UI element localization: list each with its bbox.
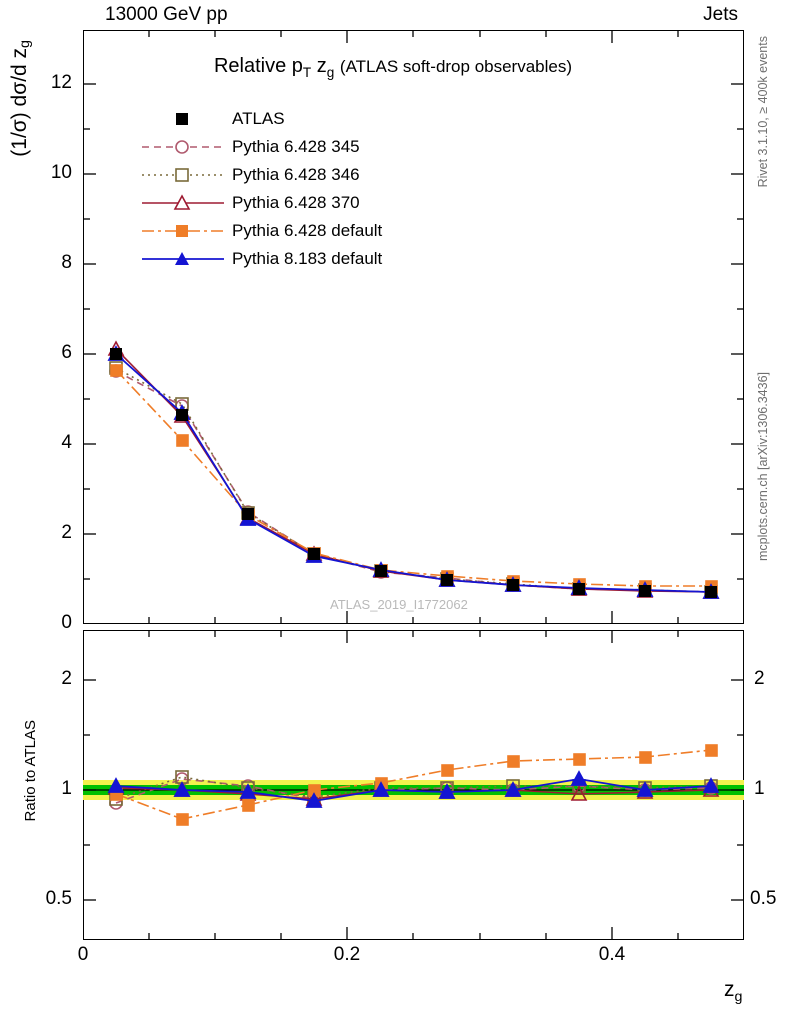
legend-item-pythia-345: [140, 133, 382, 161]
x-tick-0: 0: [77, 944, 89, 965]
legend-label-atlas: ATLAS: [232, 109, 285, 128]
plot-title: Relative $p_T$ $z_g$ (ATLAS soft-drop observables): [213, 55, 573, 80]
legend-item-pythia-346: [140, 161, 382, 189]
legend: [140, 105, 382, 273]
ratio-y-tick-1-left: 1: [61, 778, 72, 799]
legend-marker-square-open-olive: [140, 161, 226, 189]
legend-label-pythia6-default: Pythia 6.428 default: [232, 221, 383, 240]
series-atlas: [110, 348, 717, 598]
ratio-y-axis-label: Ratio to ATLAS: [22, 720, 39, 822]
mcplots-source-label: mcplots.cern.ch [arXiv:1306.3436]: [756, 372, 770, 561]
legend-label-pythia-370: Pythia 6.428 370: [232, 193, 360, 212]
main-y-axis-label: (1/σ) dσ/d $z_g$: [8, 40, 33, 157]
y-tick-8: 8: [61, 252, 72, 273]
legend-item-pythia8-default: [140, 245, 382, 273]
legend-label-pythia8-default: Pythia 8.183 default: [232, 249, 383, 268]
x-tick-04: 0.4: [598, 944, 626, 965]
rivet-events-label: Rivet 3.1.10, ≥ 400k events: [756, 36, 770, 188]
legend-item-pythia-370: [140, 189, 382, 217]
ratio-y-tick-2-right: 2: [754, 668, 765, 689]
legend-marker-square-filled-orange: [140, 217, 226, 245]
series-pythia-370: [109, 342, 718, 598]
series-pythia6-default: [111, 365, 717, 592]
y-tick-0: 0: [61, 612, 72, 633]
series-pythia8-default: [109, 347, 718, 598]
header-process-label: Jets: [703, 4, 738, 25]
analysis-watermark: ATLAS_2019_I1772062: [330, 597, 468, 612]
legend-label-pythia-346: Pythia 6.428 346: [232, 165, 360, 184]
x-tick-02: 0.2: [333, 944, 361, 965]
ratio-y-tick-05-right: 0.5: [750, 888, 777, 909]
ratio-y-tick-2-left: 2: [61, 668, 72, 689]
x-axis-label: $z_g$: [724, 978, 743, 1005]
legend-item-atlas: [140, 105, 382, 133]
legend-marker-circle-open-mauve: [140, 133, 226, 161]
y-tick-6: 6: [61, 342, 72, 363]
legend-marker-triangle-filled-blue: [140, 245, 226, 273]
y-tick-12: 12: [50, 72, 72, 93]
y-tick-4: 4: [61, 432, 72, 453]
series-pythia-345: [110, 365, 717, 598]
ratio-y-tick-1-right: 1: [754, 778, 765, 799]
legend-item-pythia6-default: [140, 217, 382, 245]
series-pythia-346: [110, 362, 717, 598]
y-tick-2: 2: [61, 522, 72, 543]
ratio-plot-canvas: [83, 630, 744, 940]
legend-label-pythia-345: Pythia 6.428 345: [232, 137, 360, 156]
y-tick-10: 10: [50, 162, 72, 183]
header-beam-label: 13000 GeV pp: [105, 4, 228, 25]
legend-marker-triangle-open-crimson: [140, 189, 226, 217]
ratio-y-tick-05-left: 0.5: [45, 888, 72, 909]
legend-marker-square-filled-black: [140, 105, 226, 133]
